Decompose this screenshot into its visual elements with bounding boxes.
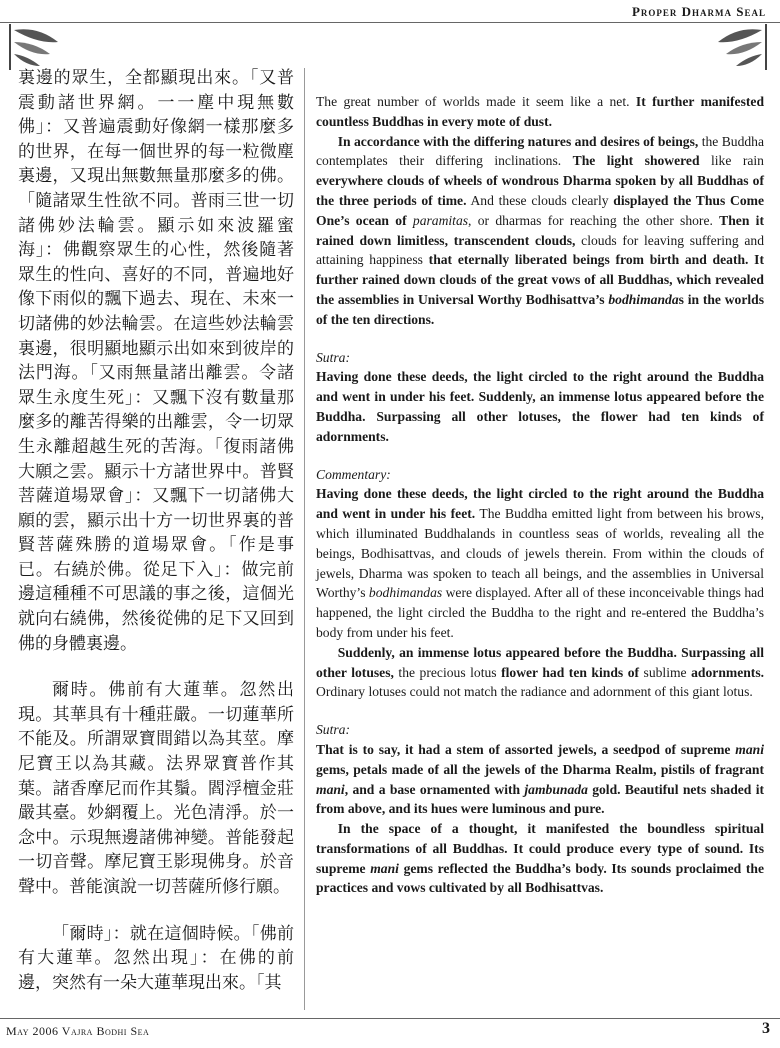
sutra-label: Sutra: [316, 722, 350, 738]
english-paragraph: The great number of worlds made it seem like a net. It further manifested countless Buddhas in every mote of dust. [316, 94, 764, 129]
english-column [316, 92, 764, 898]
sutra-text: In the space of a thought, it manifested the boundless spiritual transformations of all Buddhas. It could produce every type of sound. Its supreme mani gems reflected the Buddha’s body. Its sounds proclaimed the practices and vows cultivated by all Bodhisattvas. [316, 821, 764, 896]
footer-rule [0, 1018, 780, 1019]
leaf-ornament-left-icon [4, 24, 64, 70]
sutra-text: That is to say, it had a stem of assorted jewels, a seedpod of supreme mani gems, petals made of all the jewels of the Dharma Realm, pistils of fragrant mani, and a base ornamented with jambunada gold. Beautiful nets shaded it from above, and its hues were luminous and pure. [316, 741, 764, 817]
chinese-sutra-paragraph: 爾時。佛前有大蓮華。忽然出現。其華具有十種莊嚴。一切蓮華所不能及。所謂眾寶間錯以為其莖。摩尼寶王以為其藏。法界眾寶普作其葉。諸香摩尼而作其鬚。閻浮檀金莊嚴其臺。妙網覆上。光色清淨。於一念中。示現無邊諸佛神變。普能發起一切音聲。摩尼寶王影現佛身。於音聲中。普能演說一切菩薩所修行願。 [18, 680, 294, 897]
running-header: Proper Dharma Seal [631, 4, 766, 19]
commentary-paragraph: Suddenly, an immense lotus appeared before the Buddha. Surpassing all other lotuses, the precious lotus flower had ten kinds of sublime adornments. Ordinary lotuses could not match the radiance and adornment of this giant lotus. [316, 644, 765, 700]
leaf-ornament-right-icon [712, 24, 772, 70]
sutra-label: Sutra: [316, 349, 350, 365]
header-rule [0, 22, 780, 23]
chinese-commentary-paragraph: 「爾時」：就在這個時候。「佛前有大蓮華。忽然出現」：在佛的前邊，突然有一朵大蓮華現出來。「其 [18, 923, 294, 993]
chinese-column [18, 66, 294, 1017]
page-number: 3 [762, 1020, 770, 1037]
english-paragraph: In accordance with the differing natures and desires of beings, the Buddha contemplates their differing inclinations. The light showered like rain everywhere clouds of wheels of wondrous Dharma spoken by all Buddhas of the three periods of time. And these clouds clearly displayed the Thus Come One’s ocean of paramitas, or dharmas for reaching the other shore. Then it rained down limitless, transcendent clouds, clouds for leaving suffering and attaining happiness that eternally liberated beings from birth and death. It further rained down clouds of the great vows of all Buddhas, which revealed the assemblies in Universal Worthy Bodhisattva’s bodhimandas in the worlds of the ten directions. [316, 133, 765, 327]
footer-issue: May 2006 Vajra Bodhi Sea [6, 1024, 150, 1038]
commentary-paragraph: Having done these deeds, the light circled to the right around the Buddha and went in under his feet. The Buddha emitted light from between his brows, which illuminated Buddhalands in countless seas of worlds, revealing all the beings, Bodhisattvas, and clouds of jewels therein. From within the clouds of jewels, Dharma was spoken to teach all beings, and the assemblies in Universal Worthy’s bodhimandas were displayed. After all of these inconceivable things had happened, the light circled the Buddha to the right and re-entered the Buddha’s body from under his feet. [316, 486, 764, 640]
column-divider [304, 68, 305, 1010]
sutra-text: Having done these deeds, the light circled to the right around the Buddha and went in under his feet. Suddenly, an immense lotus appeared before the Buddha. Surpassing all other lotuses, the flower had ten kinds of adornments. [316, 369, 764, 444]
chinese-paragraph: 裏邊的眾生，全都顯現出來。「又普震動諸世界網。一一塵中現無數佛」：又普遍震動好像網一樣那麼多的世界，在每一個世界的每一粒微塵裏邊，又現出無數無量那麼多的佛。「隨諸眾生性欲不同。普雨三世一切諸佛妙法輪雲。顯示如來波羅蜜海」：佛觀察眾生的心性，然後隨著眾生的性向、喜好的不同，普遍地好像下雨似的飄下過去、現在、未來一切諸佛的妙法輪雲。在這些妙法輪雲裏邊，很明顯地顯示出如來到彼岸的法門海。「又雨無量諸出離雲。令諸眾生永度生死」：又飄下沒有數量那麼多的離苦得樂的出離雲，令一切眾生永離超越生死的苦海。「復雨諸佛大願之雲。顯示十方諸世界中。普賢菩薩道場眾會」：又飄下一切諸佛大願的雲，顯示出十方一切世界裏的普賢菩薩殊勝的道場眾會。「作是事已。右繞於佛。從足下入」：做完前邊這種種不可思議的事之後，這個光就向右繞佛，然後從佛的足下又回到佛的身體裏邊。 [18, 68, 294, 654]
commentary-label: Commentary: [316, 466, 391, 482]
